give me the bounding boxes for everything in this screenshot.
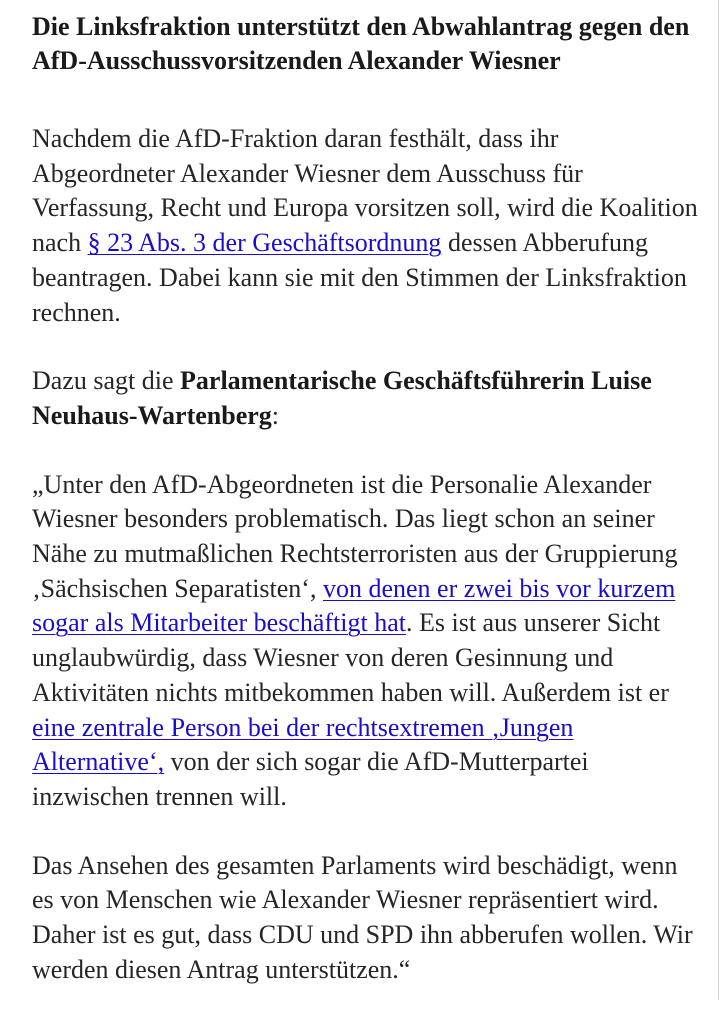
- paragraph-quote: [32, 468, 700, 815]
- speaker-name: Parlamentarische Geschäftsführerin Luise Neuhaus-Wartenberg: [32, 366, 652, 430]
- quote-text-1: „Unter den AfD-Abgeordneten ist die Personalie Alexander Wiesner besonders problematisch. Das liegt schon an seiner Nähe zu mutmaßlichen Rechtsterroristen aus der Gruppierung ‚Sächsischen Separatisten‘,: [32, 469, 678, 603]
- paragraph-conclusion: Das Ansehen des gesamten Parlaments wird beschädigt, wenn es von Menschen wie Alexander Wiesner repräsentiert wird. Daher ist es gut, dass CDU und SPD ihn abberufen wollen. Wir werden diesen Antrag unterstützen.“: [32, 850, 693, 984]
- intro-text-after: dessen Abberufung beantragen. Dabei kann sie mit den Stimmen der Linksfraktion rechnen.: [32, 228, 687, 327]
- speaker-text-before: Dazu sagt die: [32, 366, 181, 396]
- quote-text-3: von der sich sogar die AfD-Mutterpartei inzwischen trennen will.: [32, 747, 589, 811]
- article-headline: Die Linksfraktion unterstützt den Abwahlantrag gegen den AfD-Ausschussvorsitzenden Alexander Wiesner: [32, 12, 690, 75]
- paragraph-speaker: [32, 364, 700, 433]
- rules-of-procedure-link[interactable]: § 23 Abs. 3 der Geschäftsordnung: [87, 228, 442, 258]
- intro-text-before: Nachdem die AfD-Fraktion daran festhält, dass ihr Abgeordneter Alexander Wiesner dem Ausschuss für Verfassung, Recht und Europa vorsitzen soll, wird die Koalition nach: [32, 124, 698, 258]
- quote-text-2: . Es ist aus unserer Sicht unglaubwürdig, dass Wiesner von deren Gesinnung und Aktivitäten nichts mitbekommen haben will. Außerdem ist er: [32, 608, 669, 707]
- junge-alternative-link[interactable]: eine zentrale Person bei der rechtsextremen ‚Jungen Alternative‘,: [32, 712, 574, 777]
- speaker-text-after: :: [271, 400, 280, 430]
- paragraph-intro: [32, 122, 700, 330]
- article-body: [32, 10, 700, 1021]
- employees-link[interactable]: von denen er zwei bis vor kurzem sogar als Mitarbeiter beschäftigt hat: [32, 573, 676, 638]
